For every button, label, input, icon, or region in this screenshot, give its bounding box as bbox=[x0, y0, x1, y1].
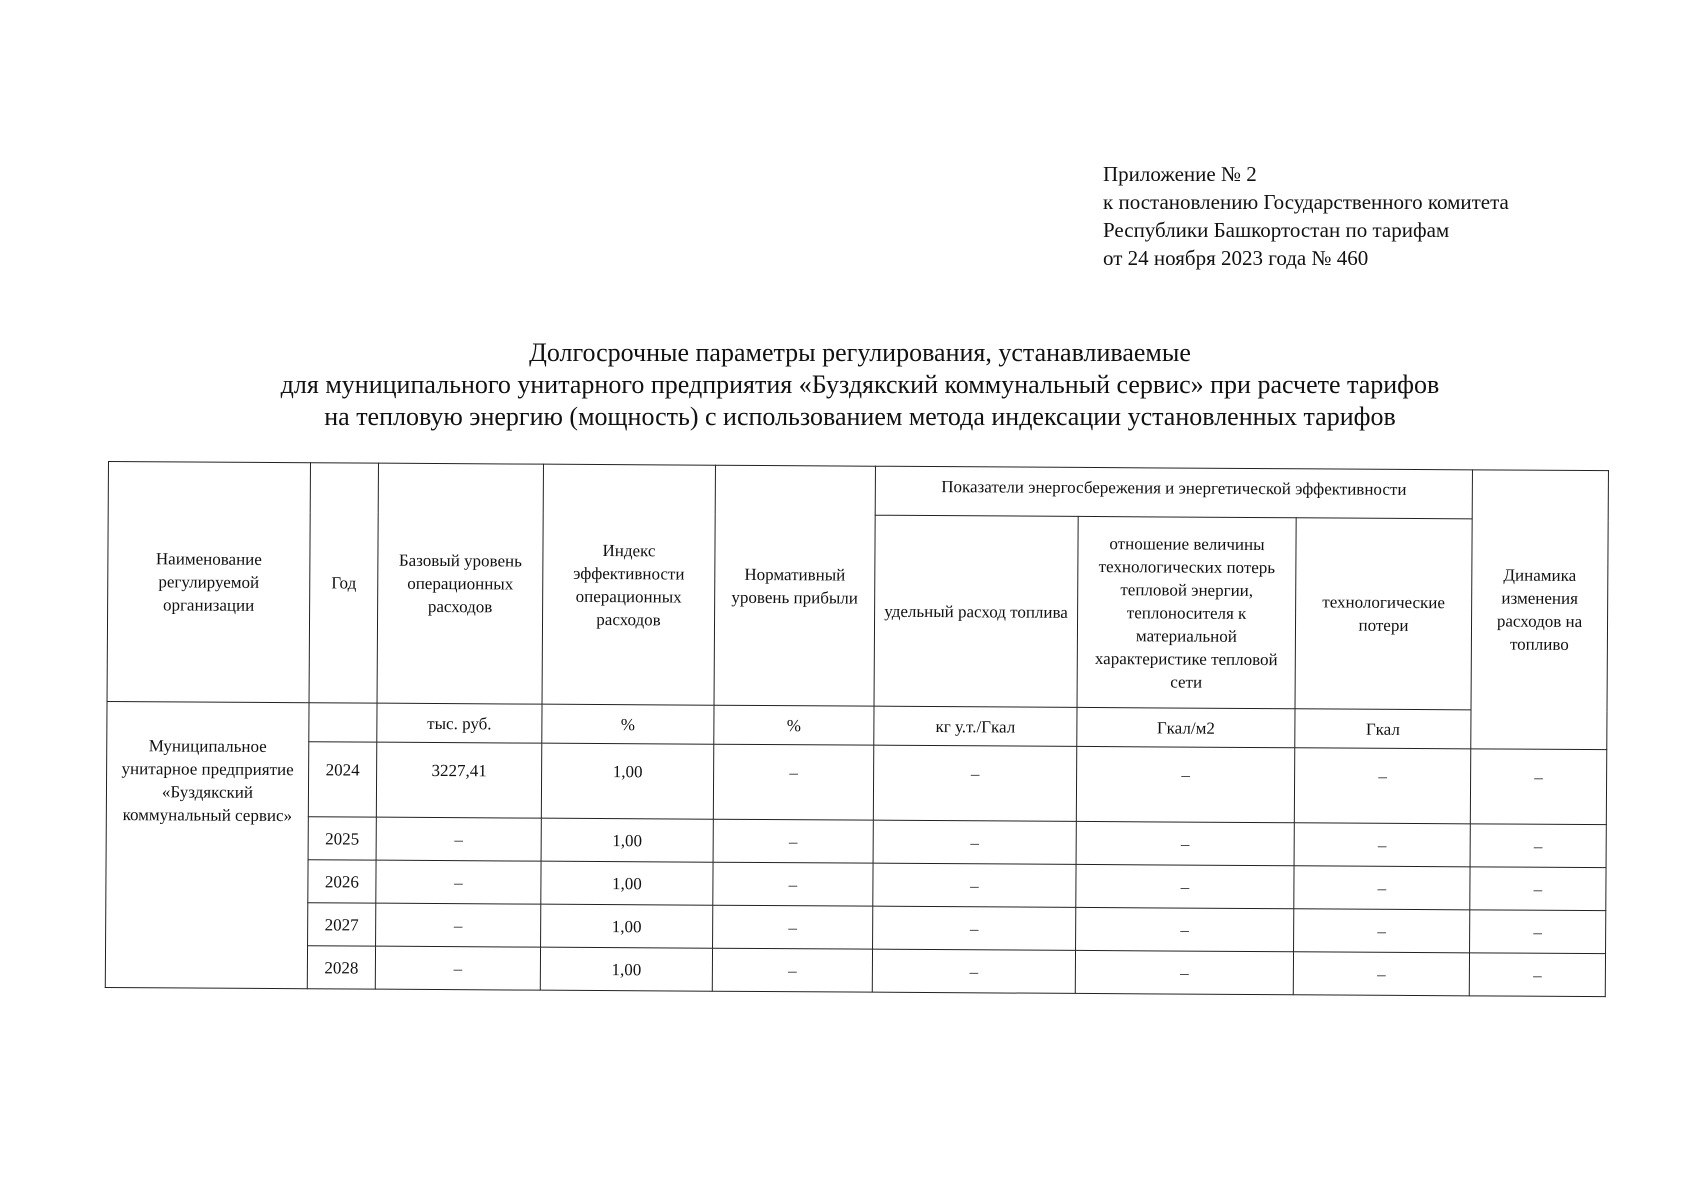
cell-fuel: – bbox=[873, 863, 1076, 907]
cell-profit: – bbox=[712, 948, 872, 992]
table-row bbox=[105, 944, 1605, 996]
unit-base: тыс. руб. bbox=[377, 703, 542, 743]
unit-losses: Гкал bbox=[1295, 709, 1471, 749]
appendix-line: от 24 ноября 2023 года № 460 bbox=[1103, 246, 1369, 270]
appendix-line: Республики Башкортостан по тарифам bbox=[1103, 218, 1450, 242]
cell-losses: – bbox=[1294, 909, 1470, 953]
appendix-line: Приложение № 2 bbox=[1103, 162, 1257, 186]
unit-profit: % bbox=[714, 705, 874, 745]
cell-profit: – bbox=[713, 862, 873, 906]
cell-dynamics: – bbox=[1469, 953, 1605, 997]
cell-index: 1,00 bbox=[541, 861, 713, 905]
cell-dynamics: – bbox=[1470, 867, 1606, 911]
cell-losses: – bbox=[1293, 952, 1469, 996]
cell-base: – bbox=[376, 817, 541, 861]
header-dynamics: Динамика изменения расходов на топливо bbox=[1471, 470, 1609, 750]
cell-base: – bbox=[376, 903, 541, 947]
cell-fuel: – bbox=[873, 906, 1076, 950]
title-line: на тепловую энергию (мощность) с использованием метода индексации установленных тарифов bbox=[324, 402, 1396, 431]
cell-dynamics: – bbox=[1470, 910, 1606, 954]
cell-year: 2026 bbox=[308, 860, 376, 903]
cell-year: 2025 bbox=[308, 817, 376, 860]
cell-dynamics: – bbox=[1470, 749, 1606, 825]
header-base: Базовый уровень операционных расходов bbox=[377, 463, 543, 704]
cell-ratio: – bbox=[1076, 907, 1294, 951]
cell-losses: – bbox=[1294, 748, 1470, 824]
cell-profit: – bbox=[713, 905, 873, 949]
unit-ratio: Гкал/м2 bbox=[1077, 707, 1295, 747]
unit-index: % bbox=[542, 704, 714, 744]
cell-fuel: – bbox=[873, 820, 1076, 864]
header-org: Наименование регулируемой организации bbox=[107, 462, 310, 703]
header-profit: Нормативный уровень прибыли bbox=[714, 465, 875, 706]
cell-losses: – bbox=[1294, 823, 1470, 867]
header-year: Год bbox=[309, 463, 378, 703]
cell-index: 1,00 bbox=[540, 947, 712, 991]
cell-profit: – bbox=[713, 819, 873, 863]
parameters-table bbox=[105, 461, 1609, 997]
table-row bbox=[106, 740, 1606, 824]
cell-ratio: – bbox=[1076, 864, 1294, 908]
cell-year: 2027 bbox=[308, 903, 376, 946]
header-losses: технологические потери bbox=[1295, 518, 1472, 710]
appendix-line: к постановлению Государственного комитета bbox=[1103, 190, 1509, 214]
header-energy-group: Показатели энергосбережения и энергетической эффективности bbox=[875, 466, 1472, 519]
document-title bbox=[160, 337, 1560, 433]
cell-losses: – bbox=[1294, 866, 1470, 910]
cell-ratio: – bbox=[1076, 746, 1294, 822]
cell-ratio: – bbox=[1076, 821, 1294, 865]
org-name: Муниципальное унитарное предприятие «Буздякский коммунальный сервис» bbox=[105, 701, 309, 988]
title-line: для муниципального унитарного предприятия «Буздякский коммунальный сервис» при расчете тарифов bbox=[280, 370, 1440, 399]
appendix-block bbox=[1103, 160, 1509, 272]
cell-dynamics: – bbox=[1470, 824, 1606, 868]
cell-base: – bbox=[375, 946, 540, 990]
cell-year: 2024 bbox=[308, 742, 376, 817]
cell-fuel: – bbox=[873, 745, 1076, 821]
cell-index: 1,00 bbox=[541, 904, 713, 948]
cell-ratio: – bbox=[1075, 950, 1293, 994]
title-line: Долгосрочные параметры регулирования, устанавливаемые bbox=[529, 338, 1191, 367]
cell-index: 1,00 bbox=[541, 743, 713, 819]
cell-base: 3227,41 bbox=[376, 742, 541, 818]
header-index: Индекс эффективности операционных расходов bbox=[542, 464, 715, 705]
cell-fuel: – bbox=[872, 949, 1075, 993]
unit-fuel: кг у.т./Гкал bbox=[874, 706, 1077, 746]
header-fuel: удельный расход топлива bbox=[874, 515, 1078, 707]
unit-year bbox=[309, 703, 377, 742]
header-ratio: отношение величины технологических потерь тепловой энергии, теплоносителя к материальной характеристике тепловой сети bbox=[1077, 516, 1296, 708]
parameters-table-wrapper bbox=[105, 461, 1609, 997]
cell-index: 1,00 bbox=[541, 818, 713, 862]
cell-year: 2028 bbox=[307, 946, 375, 989]
cell-base: – bbox=[376, 860, 541, 904]
cell-profit: – bbox=[713, 744, 873, 820]
